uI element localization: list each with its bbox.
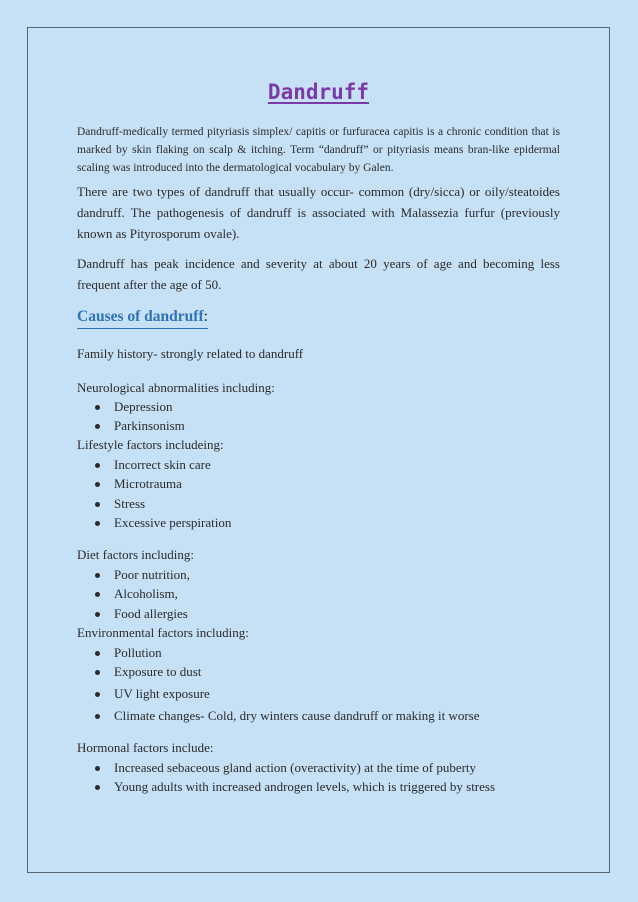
diet-label: Diet factors including: — [77, 547, 194, 562]
list-item-text: Young adults with increased androgen levels, which is triggered by stress — [114, 779, 496, 794]
list-item-text: Microtrauma — [114, 476, 182, 491]
page-title: Dandruff — [267, 80, 370, 104]
types-paragraph: There are two types of dandruff that usually occur- common (dry/sicca) or oily/steatoides dandruff. The pathogenesis of dandruff is associated with Malassezia furfur (previously known as Pityrosporum ovale). — [77, 184, 560, 241]
list-item — [95, 515, 231, 531]
list-item — [95, 760, 476, 776]
list-item-text: Climate changes- Cold, dry winters cause dandruff or making it worse — [114, 708, 480, 723]
bullet-icon — [95, 573, 100, 578]
causes-heading-colon: : — [203, 308, 208, 325]
list-item — [95, 476, 182, 492]
bullet-icon — [95, 692, 100, 697]
environment-label: Environmental factors including: — [77, 625, 249, 640]
list-item-text: Increased sebaceous gland action (overactivity) at the time of puberty — [114, 760, 477, 775]
list-item-text: Poor nutrition, — [114, 567, 190, 582]
list-item — [95, 645, 162, 661]
list-item-text: Exposure to dust — [114, 664, 202, 679]
bullet-icon — [95, 766, 100, 771]
bullet-icon — [95, 463, 100, 468]
bullet-icon — [95, 612, 100, 617]
list-item-text: Depression — [114, 399, 173, 414]
bullet-icon — [95, 482, 100, 487]
causes-heading-text: Causes of dandruff — [77, 308, 204, 325]
list-item — [95, 606, 188, 622]
causes-heading — [77, 308, 208, 329]
bullet-icon — [95, 502, 100, 507]
bullet-icon — [95, 785, 100, 790]
list-item — [95, 399, 173, 415]
list-item — [95, 586, 178, 602]
list-item-text: Stress — [114, 496, 146, 511]
list-item-text: UV light exposure — [114, 686, 210, 701]
intro-paragraph: Dandruff-medically termed pityriasis simplex/ capitis or furfuracea capitis is a chronic condition that is marked by skin flaking on scalp & itching. Term “dandruff” or pityriasis means bran-like epidermal scaling was introduced into the dermatological vocabulary by Galen. — [77, 126, 560, 174]
list-item — [95, 418, 185, 434]
neuro-label: Neurological abnormalities including: — [77, 380, 275, 395]
list-item — [95, 686, 210, 702]
bullet-icon — [95, 651, 100, 656]
list-item — [95, 457, 211, 473]
bullet-icon — [95, 714, 100, 719]
bullet-icon — [95, 592, 100, 597]
lifestyle-label: Lifestyle factors includeing: — [77, 437, 224, 452]
list-item-text: Excessive perspiration — [114, 515, 232, 530]
list-item-text: Parkinsonism — [114, 418, 185, 433]
bullet-icon — [95, 521, 100, 526]
list-item — [95, 708, 479, 724]
list-item-text: Pollution — [114, 645, 162, 660]
list-item-text: Incorrect skin care — [114, 457, 211, 472]
list-item — [95, 567, 190, 583]
bullet-icon — [95, 424, 100, 429]
list-item — [95, 664, 201, 680]
bullet-icon — [95, 670, 100, 675]
hormonal-label: Hormonal factors include: — [77, 740, 214, 755]
family-history-line: Family history- strongly related to dandruff — [77, 346, 304, 361]
bullet-icon — [95, 405, 100, 410]
list-item-text: Food allergies — [114, 606, 188, 621]
incidence-paragraph: Dandruff has peak incidence and severity at about 20 years of age and becoming less frequent after the age of 50. — [77, 256, 560, 292]
list-item — [95, 779, 495, 795]
list-item — [95, 496, 145, 512]
list-item-text: Alcoholism, — [114, 586, 178, 601]
